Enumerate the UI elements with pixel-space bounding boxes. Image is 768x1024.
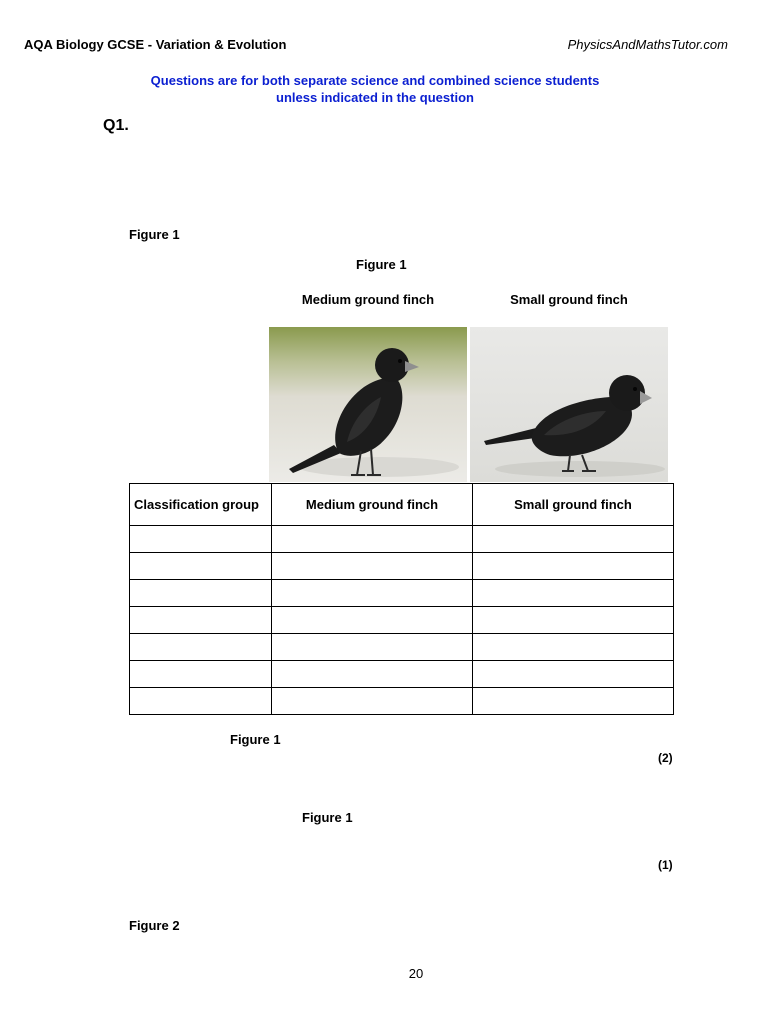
table-cell[interactable]: [473, 607, 674, 634]
table-row: [130, 580, 674, 607]
figure-reference-4: Figure 2: [129, 918, 180, 933]
marks-1: (1): [658, 858, 673, 872]
table-cell[interactable]: [130, 634, 272, 661]
question-number: Q1.: [103, 117, 129, 134]
notice-line-1: Questions are for both separate science and combined science students: [150, 73, 600, 88]
figure-caption: Figure 1: [356, 257, 407, 272]
table-cell[interactable]: [272, 607, 473, 634]
table-cell[interactable]: [130, 688, 272, 715]
table-header-row: [130, 484, 674, 526]
table-cell[interactable]: [473, 580, 674, 607]
table-cell[interactable]: [473, 688, 674, 715]
small-ground-finch-photo: [470, 327, 668, 482]
small-finch-heading: Small ground finch: [510, 292, 628, 307]
table-cell[interactable]: [272, 634, 473, 661]
table-cell[interactable]: [130, 526, 272, 553]
page-number: 20: [408, 966, 424, 981]
table-cell[interactable]: [272, 526, 473, 553]
table-cell[interactable]: [130, 661, 272, 688]
header-medium-finch: Medium ground finch: [272, 484, 473, 526]
table-row: [130, 661, 674, 688]
figure-reference-1: Figure 1: [129, 227, 180, 242]
table-cell[interactable]: [272, 580, 473, 607]
table-row: [130, 607, 674, 634]
table-cell[interactable]: [473, 526, 674, 553]
marks-2: (2): [658, 751, 673, 765]
table-cell[interactable]: [473, 634, 674, 661]
medium-finch-heading: Medium ground finch: [301, 292, 435, 307]
table-cell[interactable]: [130, 580, 272, 607]
table-cell[interactable]: [130, 607, 272, 634]
table-cell[interactable]: [272, 688, 473, 715]
medium-ground-finch-photo: [269, 327, 467, 482]
notice-line-2: unless indicated in the question: [276, 90, 474, 105]
table-row: [130, 553, 674, 580]
table-cell[interactable]: [272, 661, 473, 688]
site-name: PhysicsAndMathsTutor.com: [567, 37, 728, 52]
table-cell[interactable]: [473, 661, 674, 688]
classification-table: [129, 483, 674, 715]
notice: [0, 72, 750, 106]
document-title: AQA Biology GCSE - Variation & Evolution: [24, 37, 287, 52]
header-small-finch: Small ground finch: [473, 484, 674, 526]
table-cell[interactable]: [272, 553, 473, 580]
table-cell[interactable]: [130, 553, 272, 580]
figure-reference-3: Figure 1: [302, 810, 353, 825]
table-row: [130, 688, 674, 715]
figure-reference-2: Figure 1: [230, 732, 281, 747]
table-row: [130, 526, 674, 553]
header-classification-group: Classification group: [130, 484, 272, 526]
table-cell[interactable]: [473, 553, 674, 580]
table-row: [130, 634, 674, 661]
